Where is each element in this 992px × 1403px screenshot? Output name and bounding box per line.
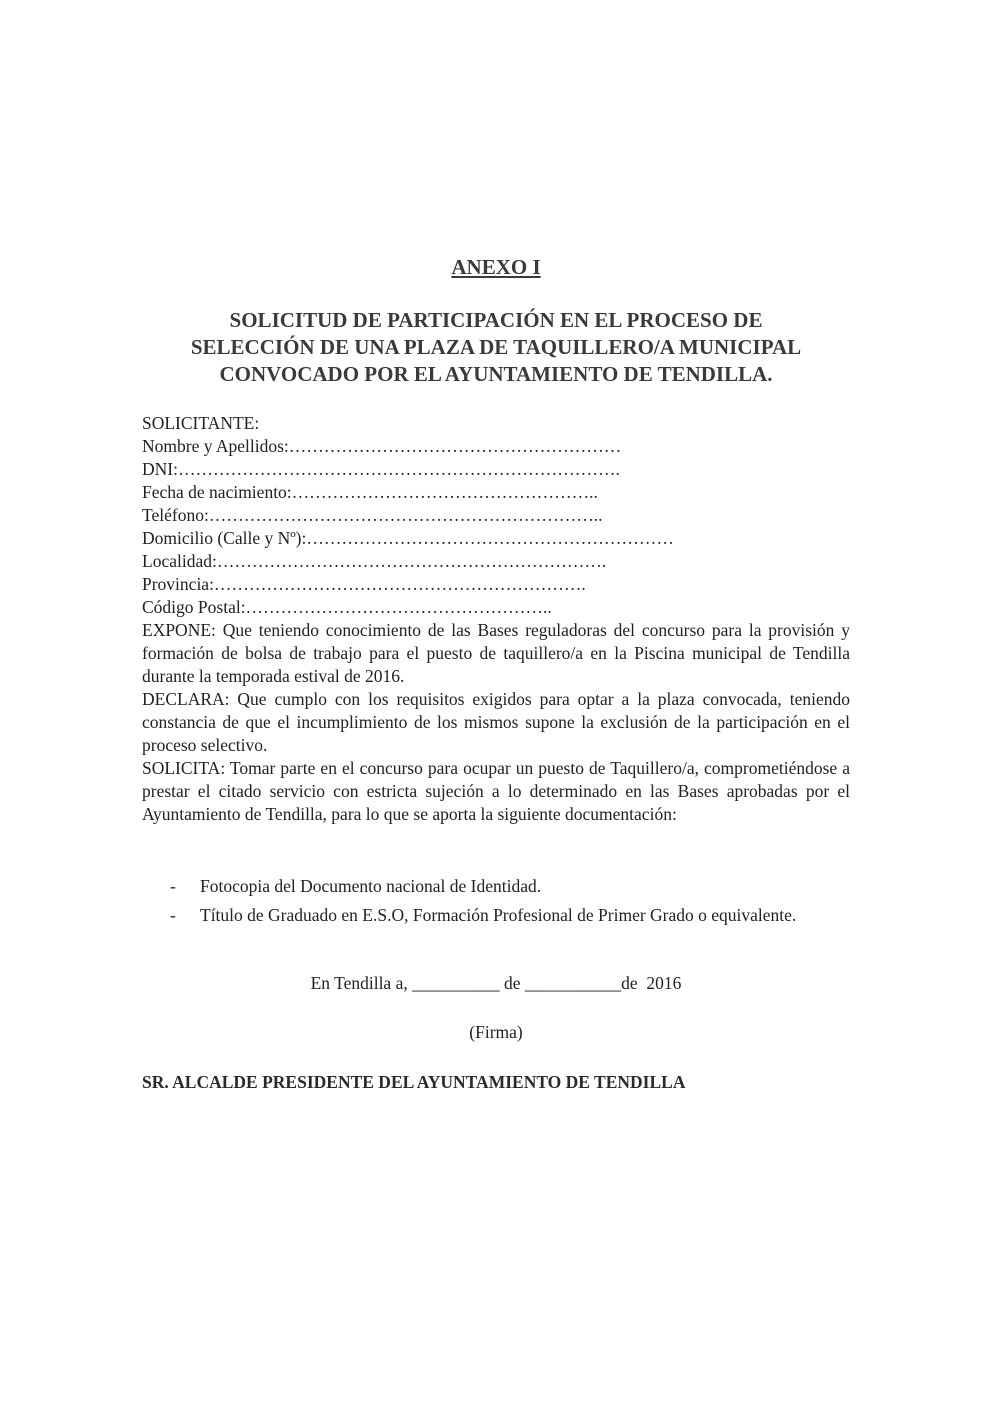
field-province: Provincia:……………………………………………………….	[142, 574, 586, 594]
field-dni: DNI:………………………………………………………………….	[142, 459, 620, 479]
field-locality: Localidad:………………………………………………………….	[142, 551, 607, 571]
field-phone: Teléfono:…………………………………………………………..	[142, 505, 603, 525]
annex-title: ANEXO I	[451, 255, 541, 279]
date-line: En Tendilla a, __________ de ___________de 2016	[310, 973, 682, 993]
expone-paragraph: EXPONE: Que teniendo conocimiento de las Bases reguladoras del concurso para la provisión y formación de bolsa de trabajo para el puesto de taquillero/a en la Piscina municipal de Tendilla durante la temporada estival de 2016.	[142, 620, 850, 686]
title-line-2: SELECCIÓN DE UNA PLAZA DE TAQUILLERO/A MUNICIPAL	[190, 335, 802, 359]
field-postal-code: Código Postal:……………………………………………..	[142, 597, 552, 617]
applicant-heading: SOLICITANTE:	[142, 413, 260, 433]
documents-list	[142, 873, 850, 931]
list-item	[142, 902, 850, 929]
list-dash: -	[170, 905, 176, 925]
declara-paragraph: DECLARA: Que cumplo con los requisitos exigidos para optar a la plaza convocada, teniendo constancia de que el incumplimiento de los mismos supone la exclusión de la participación en el proceso selectivo.	[142, 689, 850, 755]
list-item	[142, 873, 850, 900]
field-birthdate: Fecha de nacimiento:……………………………………………..	[142, 482, 598, 502]
field-address: Domicilio (Calle y Nº):………………………………………………………	[142, 528, 674, 548]
solicita-paragraph: SOLICITA: Tomar parte en el concurso para ocupar un puesto de Taquillero/a, comprometiéndose a prestar el citado servicio con estricta sujeción a lo determinado en las Bases aprobadas por el Ayuntamiento de Tendilla, para lo que se aporta la siguiente documentación:	[142, 758, 850, 824]
title-line-1: SOLICITUD DE PARTICIPACIÓN EN EL PROCESO DE	[229, 308, 763, 332]
title-line-3: CONVOCADO POR EL AYUNTAMIENTO DE TENDILLA.	[219, 362, 773, 386]
form-body	[142, 412, 850, 826]
addressee: SR. ALCALDE PRESIDENTE DEL AYUNTAMIENTO DE TENDILLA	[142, 1072, 686, 1092]
document-title	[120, 307, 872, 388]
list-item-text: Título de Graduado en E.S.O, Formación Profesional de Primer Grado o equivalente.	[200, 905, 797, 925]
list-dash: -	[170, 876, 176, 896]
field-name: Nombre y Apellidos:…………………………………………………	[142, 436, 622, 456]
list-item-text: Fotocopia del Documento nacional de Identidad.	[200, 876, 542, 896]
signature-label: (Firma)	[469, 1022, 523, 1042]
